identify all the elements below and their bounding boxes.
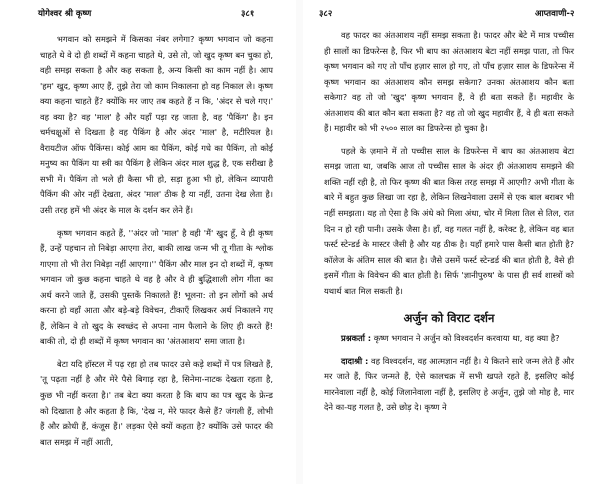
left-page-number: ३८१: [241, 9, 255, 19]
paragraph: बेटा यदि हॉस्टल में पढ़ रहा हो तब फादर उसे कड़े शब्दों में पत्र लिखते हैं, 'तू पढ़ता नहीं है और मेरे पैसे बिगाड़ रहा है, सिनेमा-नाटक देखता रहता है, कुछ भी नहीं करता है।' तब बेटा क्या करता है कि बाप का पत्र खुद के फ्रेन्ड को दिखाता है और कहता है कि, 'देख न, मेरे फादर कैसे हैं? जंगली हैं, लोभी हैं और क्रोधी हैं, कंजूस हैं।' लड़का ऐसे क्यों कहता है? क्योंकि उसे फादर की बात समझ में नहीं आती,: [40, 358, 273, 447]
section-heading: अर्जुन को विराट दर्शन: [403, 311, 495, 326]
left-page-body: [40, 32, 273, 450]
question-text: कृष्ण भगवान ने अर्जुन को विश्वदर्शन करवाया था, वह क्या है?: [373, 333, 560, 344]
right-page: [303, 0, 599, 484]
left-header-title: योगेश्वर श्री कृष्ण: [38, 9, 92, 19]
questioner-label: प्रश्नकर्ता :: [341, 333, 372, 344]
answer-text: वह विश्वदर्शन, वह आत्मज्ञान नहीं है। ये कितने सारे जन्म लेते हैं और मर जाते हैं, फिर जन्मते हैं, ऐसे कालचक्र में सभी खपते रहते हैं, इसलिए कोई मारनेवाला नहीं है, कोई जिलानेवाला नहीं है, इसलिए हे अर्जुन, तुझे जो मोह है, मार देने का-यह गलत है, उसे छोड़ दे। कृष्ण ने: [324, 355, 575, 413]
paragraph: पहले के ज़माने में तो पच्चीस साल के डिफरेन्स में बाप का अंतआशय बेटा समझ जाता था, जबकि आज तो पच्चीस साल के अंदर ही अंतआशय समझने की शक्ति नहीं रही है, तो फिर कृष्ण की बात किस तरह समझ में आएगी? अभी गीता के बारे में बहुत कुछ लिखा जा रहा है, लेकिन लिखनेवाला उसमें से एक बाल बराबर भी नहीं समझता। यह तो ऐसा है कि अंधे को मिला अंधा, चोर में मिला तिल से तिल, रात दिन न हो रही पानी। उसके जैसा है। हाँ, वह गलत नहीं है, करेक्ट है, लेकिन वह बात फर्स्ट स्टेन्डर्ड के मास्टर जैसी है और यह ठीक है। यहाँ हमारे पास कैसी बात होती है? कॉलेज के अंतिम साल की बात है। जैसे उसमें फर्स्ट स्टेन्डर्ड की बात होती है, वैसे ही इसमें गीता के विवेचन की बात होती है। सिर्फ 'ज्ञानीपुरुष' के पास ही सर्व शास्त्रों को यथार्थ बात मिल सकती है।: [324, 145, 574, 296]
paragraph: भगवान को समझने में किसका नंबर लगेगा? कृष्ण भगवान जो कहना चाहते थे वे दो ही शब्दों में कहना चाहते थे, उसे तो, जो खुद कृष्ण बन चुका हो, वही समझ सकता है और कह सकता है, अन्य किसी का काम नहीं है। आप 'हम' खुद, कृष्ण आए हैं, तुझे तेरा जो काम निकालना हो वह निकाल ले। कृष्ण क्या कहना चाहते हैं? क्योंकि मर जाए तब कहते हैं न कि, 'अंदर से चले गए।' वह क्या है? वह 'माल' है और यहाँ पड़ा रह जाता है, वह 'पैकिंग' है। इन चर्मचक्षुओं से दिखता है वह पैकिंग है और अंदर 'माल' है, मटीरियल है। वैरायटीज ऑफ पैकिंग्स। कोई आम का पैकिंग, कोई गधे का पैकिंग, तो कोई मनुष्य का पैकिंग या स्त्री का पैकिंग है लेकिन अंदर माल शुद्ध है, एक सरीखा है सभी में। पैकिंग तो भले ही कैसा भी हो, सड़ा हुआ भी हो, लेकिन व्यापारी पैकिंग की ओर नहीं देखता, अंदर 'माल' ठीक है या नहीं, उतना देख लेता है। उसी तरह हमें भी अंदर के माल के दर्शन कर लेने हैं।: [40, 34, 273, 216]
answerer-label: दादाश्री :: [341, 355, 369, 366]
left-page: [0, 0, 296, 484]
qa-question: [324, 331, 574, 347]
right-page-body: [324, 28, 574, 416]
book-gutter: [296, 0, 303, 484]
qa-answer: [324, 354, 574, 416]
right-page-number: ३८२: [319, 9, 333, 19]
right-header-title: आप्तवाणी-२: [535, 9, 575, 19]
paragraph: कृष्ण भगवान कहते हैं, ''अंदर जो 'माल' है वही 'मैं' खुद हूँ, वे ही कृष्ण हैं, उन्हें पहचान तो निबेड़ा आएगा तेरा, बाकी लाख जन्म भी तू गीता के श्लोक गाएगा तो भी तेरा निबेड़ा नहीं आएगा।'' पैकिंग और माल इन दो शब्दों में, कृष्ण भगवान जो कुछ कहना चाहते थे वह है और वे ही बुद्धिशाली लोग गीता का अर्थ करने जाते हैं, उसकी पुस्तकें निकालते हैं! भूलना: तो इन लोगों को अर्थ करना हो वहाँ आता और बड़े-बड़े विवेचन, टीकाएँ लिखकर अर्थ निकालने गए हैं, लेकिन वे तो खुद के स्वच्छंद से अपना नाम फैलाने के लिए ही करते हैं! बाकी तो, दो ही शब्दों में कृष्ण भगवान का 'अंतआशय' समा जाता है।: [40, 227, 273, 347]
paragraph: वह फादर का अंतआशय नहीं समझ सकता है। फादर और बेटे में मात्र पच्चीस ही सालों का डिफरेन्स है, फिर भी बाप का अंतआशय बेटा नहीं समझ पाता, तो फिर कृष्ण भगवान को गए तो पाँच हज़ार साल हो गए, तो पाँच हज़ार साल के डिफरेन्स में कृष्ण भगवान का अंतआशय कौन समझ सकेगा? उनका अंतआशय कौन बता सकेगा? वह तो जो 'खुद' कृष्ण भगवान हैं, वे ही बता सकते हैं। महावीर के अंतआशय की बात कौन बता सकता है? वह तो जो खुद महावीर हैं, वे ही बता सकते हैं। महावीर को भी २५०० साल का डिफरेन्स हो चुका है।: [324, 30, 574, 134]
